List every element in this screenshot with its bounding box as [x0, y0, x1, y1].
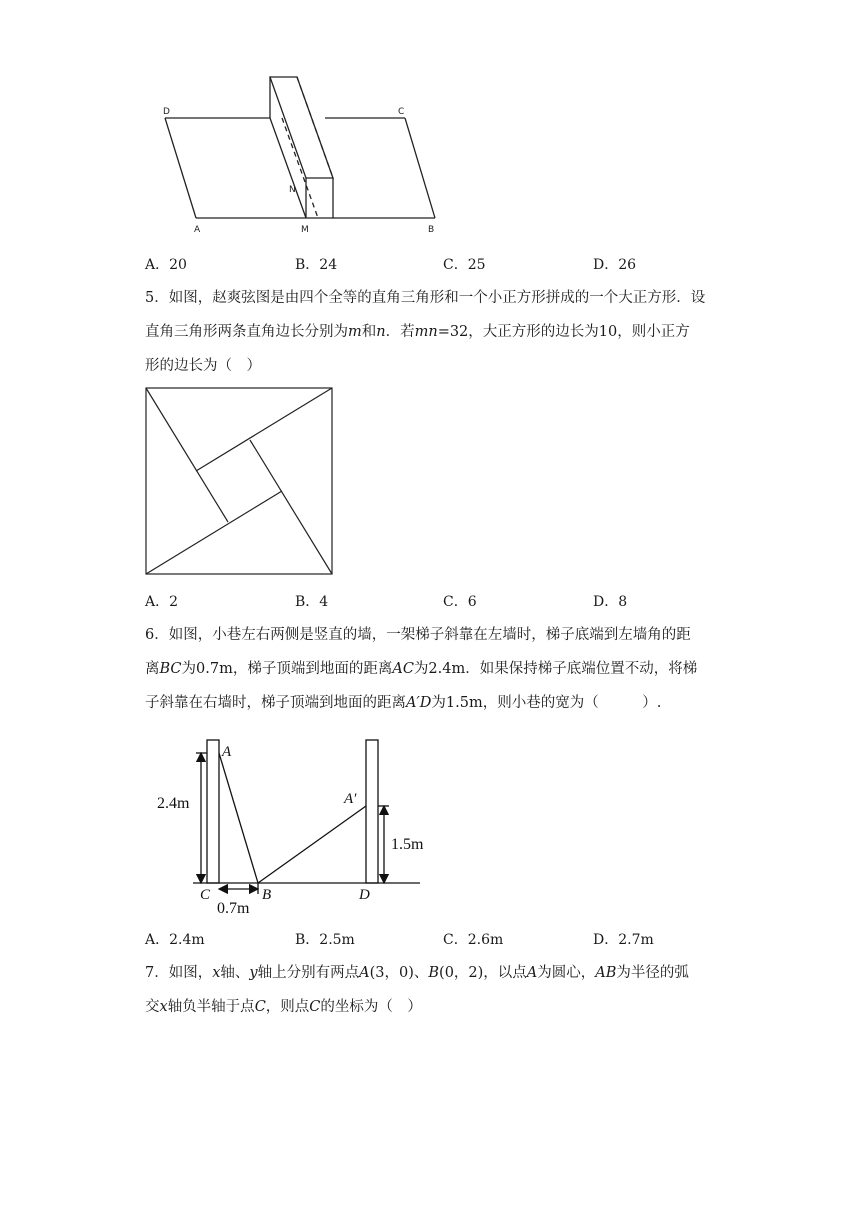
q4-edge-AD: [165, 118, 196, 218]
q6-text-span: 子斜靠在右墙时，梯子顶端到地面的距离: [145, 695, 406, 711]
q5-hypotenuse-1: [146, 388, 228, 522]
q6-text: [145, 618, 735, 720]
q5-option-b[interactable]: B．4: [295, 594, 329, 610]
q6-var-BC: BC: [159, 661, 182, 677]
q6-label-D: D: [359, 887, 370, 903]
q4-figure: [155, 68, 455, 240]
q4-label-B: B: [428, 225, 435, 235]
q7-var-A: A: [526, 965, 538, 981]
q7-text-span: 为圆心，: [537, 965, 596, 981]
q5-outer-square: [146, 388, 332, 574]
q5-text-span: ．若: [385, 324, 415, 340]
q4-label-C: C: [398, 107, 405, 117]
q6-line-1-text: 如图，小巷左右两侧是竖直的墙，一架梯子斜靠在左墙时，梯子底端到左墙角的距: [168, 627, 691, 643]
q6-ladder-left: [219, 753, 258, 883]
q6-text-span: 为1.5m，则小巷的宽为（ ）.: [431, 695, 662, 711]
q7-text-span: 轴上分别有两点: [257, 965, 360, 981]
q6-label-A: A: [222, 744, 232, 760]
q5-number: 5．: [145, 290, 169, 306]
q6-label-2-4m: 2.4m: [157, 795, 190, 812]
q6-right-wall: [366, 740, 378, 883]
q4-label-A: A: [194, 225, 201, 235]
q5-text-span: =32，大正方形的边长为10，则小正方: [437, 324, 690, 340]
q6-text-span: 为2.4m．如果保持梯子底端位置不动，将梯: [413, 661, 698, 677]
q7-var-AB: AB: [595, 965, 617, 981]
q7-text-span: 轴、: [220, 965, 250, 981]
q7-var-x: x: [212, 965, 221, 981]
q5-var-mn: mn: [414, 324, 438, 340]
q4-edge-BC: [405, 118, 435, 218]
q6-option-c[interactable]: C．2.6m: [443, 932, 504, 948]
q5-options: [145, 591, 765, 615]
q5-option-d[interactable]: D．8: [593, 594, 628, 610]
q4-label-N: N: [289, 185, 296, 195]
q5-text: [145, 281, 735, 383]
q4-option-a[interactable]: A．20: [145, 257, 187, 273]
q7-text-span: 为半径的弧: [616, 965, 689, 981]
q4-label-D: D: [163, 107, 170, 117]
q7-text-span: (3，0)、: [369, 965, 429, 981]
q5-line-3: 形的边长为（ ）: [145, 358, 261, 374]
q7-text-span: ，则点: [265, 999, 310, 1015]
q7-text-span: 交: [145, 999, 160, 1015]
q5-figure: [140, 382, 340, 582]
q4-block-top: [270, 77, 333, 178]
q7-line-1: [145, 956, 735, 990]
q6-label-0-7m: 0.7m: [217, 900, 250, 917]
q6-text-span: 离: [145, 661, 160, 677]
q5-text-span: 直角三角形两条直角边长分别为: [145, 324, 348, 340]
q7-text-span: 轴负半轴于点: [167, 999, 255, 1015]
q7-line-2: [145, 990, 735, 1024]
q5-option-c[interactable]: C．6: [443, 594, 477, 610]
q5-hypotenuse-3: [250, 440, 332, 574]
q4-label-M: M: [301, 225, 309, 235]
q6-var-AC: AC: [392, 661, 414, 677]
q5-line-1: [145, 281, 735, 315]
q6-text-span: 为0.7m，梯子顶端到地面的距离: [181, 661, 393, 677]
q6-label-A-prime: A′: [344, 791, 357, 807]
q5-line-1-text: 如图，赵爽弦图是由四个全等的直角三角形和一个小正方形拼成的一个大正方形．设: [168, 290, 706, 306]
q4-block-front-left: [270, 118, 306, 218]
q6-left-wall: [207, 740, 219, 883]
q6-ladder-right: [258, 806, 366, 883]
q6-label-C: C: [200, 887, 211, 903]
q4-option-b[interactable]: B．24: [295, 257, 338, 273]
q7-var-x: x: [159, 999, 168, 1015]
q5-line-2: [145, 315, 735, 349]
q4-options: [145, 254, 765, 278]
q7-var-A: A: [359, 965, 370, 981]
q7-var-B: B: [428, 965, 440, 981]
q5-var-n: n: [376, 324, 386, 340]
q6-line-3: [145, 686, 735, 720]
q6-label-B: B: [262, 887, 272, 903]
q7-text: [145, 956, 735, 1024]
q6-option-a[interactable]: A．2.4m: [145, 932, 205, 948]
q6-figure: [150, 732, 440, 918]
q6-line-2: [145, 652, 735, 686]
q5-var-m: m: [348, 324, 362, 340]
q5-text-span: 和: [361, 324, 377, 340]
q4-option-c[interactable]: C．25: [443, 257, 486, 273]
q4-option-d[interactable]: D．26: [593, 257, 637, 273]
q6-number: 6．: [145, 627, 169, 643]
q7-var-y: y: [249, 965, 258, 981]
q7-text-span: (0，2)，以点: [439, 965, 527, 981]
q6-label-1-5m: 1.5m: [391, 836, 424, 853]
q6-options: [145, 929, 765, 953]
q6-line-1: [145, 618, 735, 652]
q7-text-span: 的坐标为（ ）: [320, 999, 422, 1015]
q7-text-span: 如图，: [168, 965, 213, 981]
q6-option-b[interactable]: B．2.5m: [295, 932, 355, 948]
q6-var-AD: A′D: [406, 695, 432, 711]
q5-option-a[interactable]: A．2: [145, 594, 179, 610]
q7-number: 7．: [145, 965, 169, 981]
q7-var-C: C: [309, 999, 321, 1015]
q7-var-C: C: [254, 999, 266, 1015]
q5-hypotenuse-4: [146, 491, 282, 574]
q6-option-d[interactable]: D．2.7m: [593, 932, 654, 948]
q5-hypotenuse-2: [196, 388, 332, 471]
